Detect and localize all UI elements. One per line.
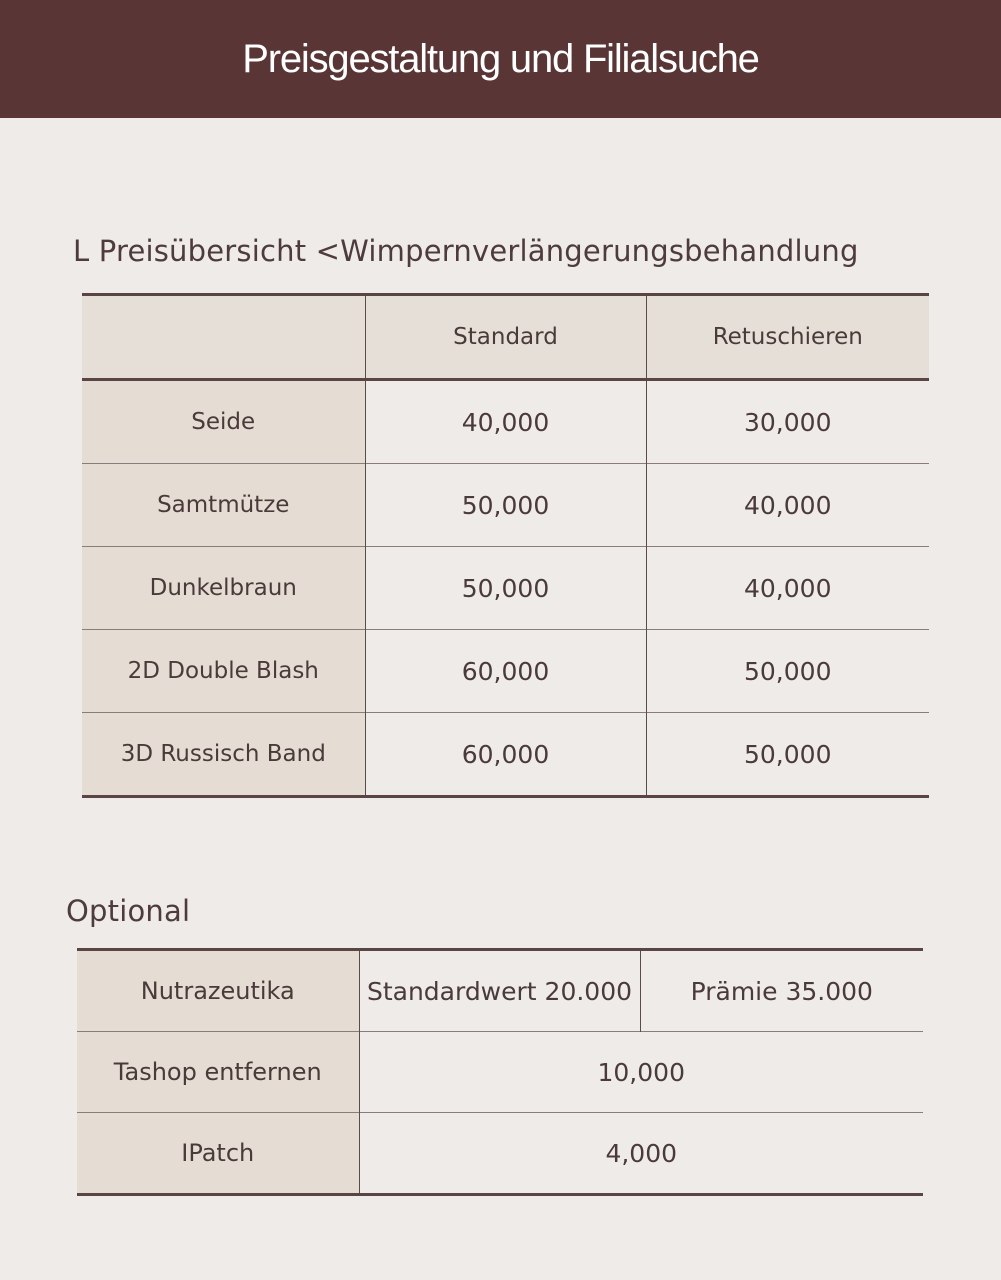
retouch-price: 40,000 [646, 464, 929, 547]
price-table [82, 293, 929, 798]
price-table-header-standard: Standard [365, 295, 646, 380]
table-row [77, 950, 923, 1032]
row-label: Tashop entfernen [77, 1032, 359, 1113]
retouch-price: 50,000 [646, 630, 929, 713]
retouch-price: 50,000 [646, 713, 929, 797]
table-row [82, 547, 929, 630]
row-label: 3D Russisch Band [82, 713, 365, 797]
table-row [82, 464, 929, 547]
price-table-header-empty [82, 295, 365, 380]
page-header [0, 0, 1001, 118]
standard-price: 50,000 [365, 464, 646, 547]
standard-price: 40,000 [365, 380, 646, 464]
table-row [77, 1113, 923, 1195]
row-label: Dunkelbraun [82, 547, 365, 630]
price-value: 10,000 [359, 1032, 923, 1113]
price-section-title: L Preisübersicht <Wimpernverlängerungsbehandlung [73, 234, 859, 268]
row-label: 2D Double Blash [82, 630, 365, 713]
price-table-header-retouch: Retuschieren [646, 295, 929, 380]
optional-table [77, 948, 923, 1196]
table-row [82, 630, 929, 713]
standard-price: 50,000 [365, 547, 646, 630]
table-row [82, 713, 929, 797]
standard-price: 60,000 [365, 630, 646, 713]
row-label: Seide [82, 380, 365, 464]
price-value: 4,000 [359, 1113, 923, 1195]
row-label: Samtmütze [82, 464, 365, 547]
price-table-header-row [82, 295, 929, 380]
premium-value: Prämie 35.000 [640, 950, 923, 1032]
retouch-price: 30,000 [646, 380, 929, 464]
optional-section-title: Optional [66, 894, 191, 928]
table-row [77, 1032, 923, 1113]
row-label: IPatch [77, 1113, 359, 1195]
row-label: Nutrazeutika [77, 950, 359, 1032]
table-row [82, 380, 929, 464]
retouch-price: 40,000 [646, 547, 929, 630]
standard-price: 60,000 [365, 713, 646, 797]
page-title: Preisgestaltung und Filialsuche [242, 36, 759, 81]
standard-value: Standardwert 20.000 [359, 950, 640, 1032]
